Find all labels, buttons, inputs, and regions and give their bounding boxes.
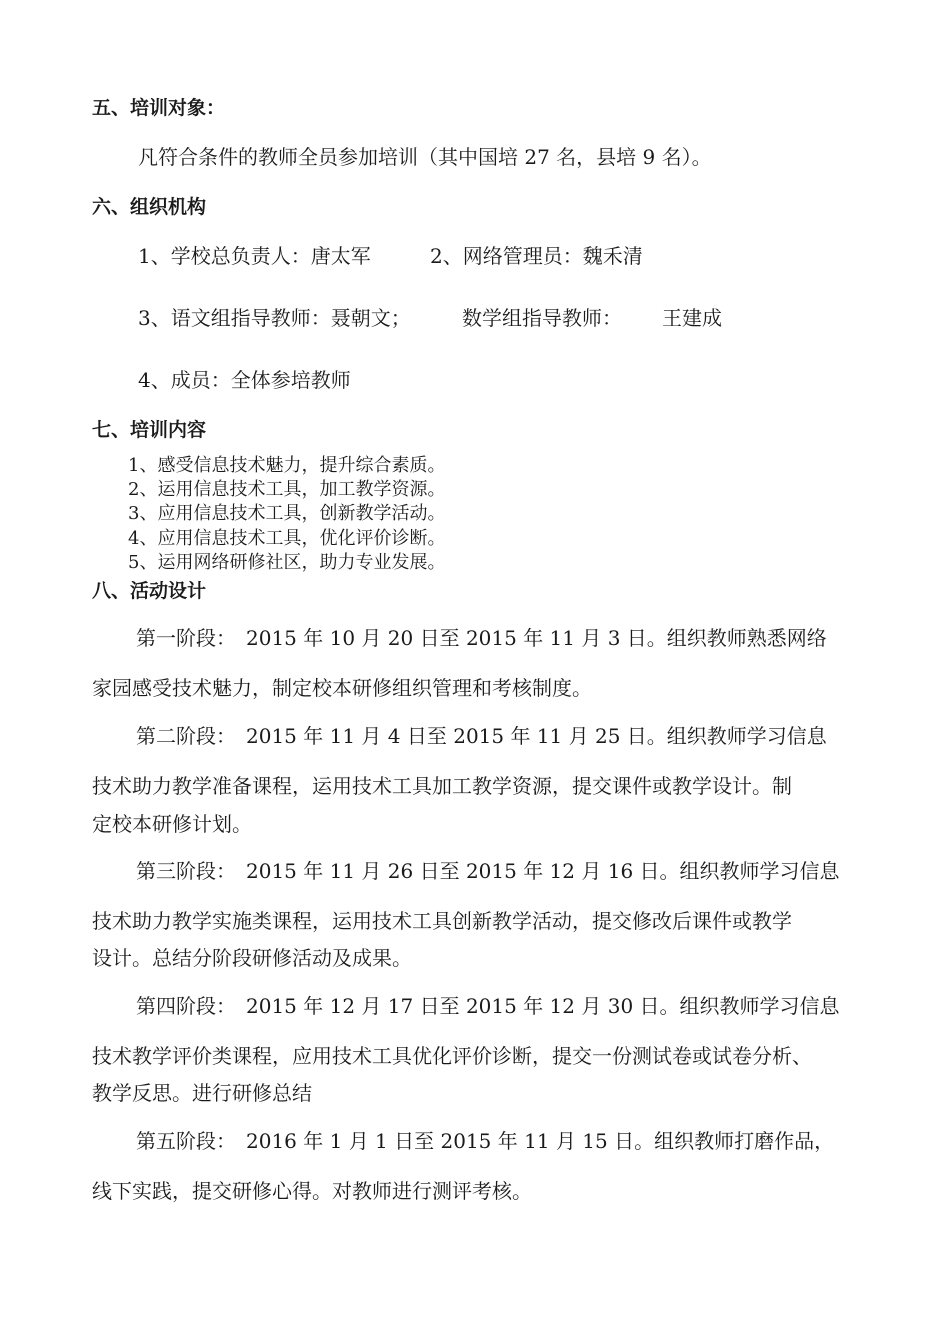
stage-4-line-3: 教学反思。进行研修总结	[92, 1081, 312, 1105]
section-5-text: 凡符合条件的教师全员参加培训（其中国培 27 名，县培 9 名）。	[138, 145, 712, 169]
stage-3-line-1: 第三阶段： 2015 年 11 月 26 日至 2015 年 12 月 16 日。组织教师学习信息	[136, 859, 840, 883]
content-item: 1、感受信息技术魅力，提升综合素质。	[128, 455, 446, 476]
org-item-3-math-advisor-name: 王建成	[662, 306, 722, 330]
stage-2-line-1: 第二阶段： 2015 年 11 月 4 日至 2015 年 11 月 25 日。组织教师学习信息	[136, 724, 827, 748]
stage-3-line-2: 技术助力教学实施类课程，运用技术工具创新教学活动，提交修改后课件或教学	[92, 909, 792, 933]
stage-4-line-2: 技术教学评价类课程，应用技术工具优化评价诊断，提交一份测试卷或试卷分析、	[92, 1044, 812, 1068]
org-item-3-chinese-advisor: 3、语文组指导教师：聂朝文；	[138, 306, 411, 330]
stage-2-line-3: 定校本研修计划。	[92, 812, 252, 836]
stage-3-line-3: 设计。总结分阶段研修活动及成果。	[92, 946, 412, 970]
stage-1-line-1: 第一阶段： 2015 年 10 月 20 日至 2015 年 11 月 3 日。组织教师熟悉网络	[136, 626, 827, 650]
content-item: 3、应用信息技术工具，创新教学活动。	[128, 503, 446, 524]
org-item-3-math-advisor-label: 数学组指导教师：	[462, 306, 622, 330]
org-item-4: 4、成员：全体参培教师	[138, 368, 351, 392]
section-7-heading: 七、培训内容	[92, 419, 207, 441]
org-item-2: 2、网络管理员：魏禾清	[430, 244, 643, 268]
content-item: 2、运用信息技术工具，加工教学资源。	[128, 479, 446, 500]
org-item-1: 1、学校总负责人：唐太军	[138, 244, 371, 268]
stage-4-line-1: 第四阶段： 2015 年 12 月 17 日至 2015 年 12 月 30 日。组织教师学习信息	[136, 994, 840, 1018]
content-item: 5、运用网络研修社区，助力专业发展。	[128, 552, 446, 573]
content-item: 4、应用信息技术工具，优化评价诊断。	[128, 528, 446, 549]
stage-5-line-2: 线下实践，提交研修心得。对教师进行测评考核。	[92, 1179, 532, 1203]
section-8-heading: 八、活动设计	[92, 580, 207, 602]
section-5-heading: 五、培训对象：	[92, 97, 226, 119]
stage-5-line-1: 第五阶段： 2016 年 1 月 1 日至 2015 年 11 月 15 日。组织教师打磨作品，	[136, 1129, 835, 1153]
stage-2-line-2: 技术助力教学准备课程，运用技术工具加工教学资源，提交课件或教学设计。制	[92, 774, 792, 798]
section-6-heading: 六、组织机构	[92, 196, 207, 218]
stage-1-line-2: 家园感受技术魅力，制定校本研修组织管理和考核制度。	[92, 676, 592, 700]
